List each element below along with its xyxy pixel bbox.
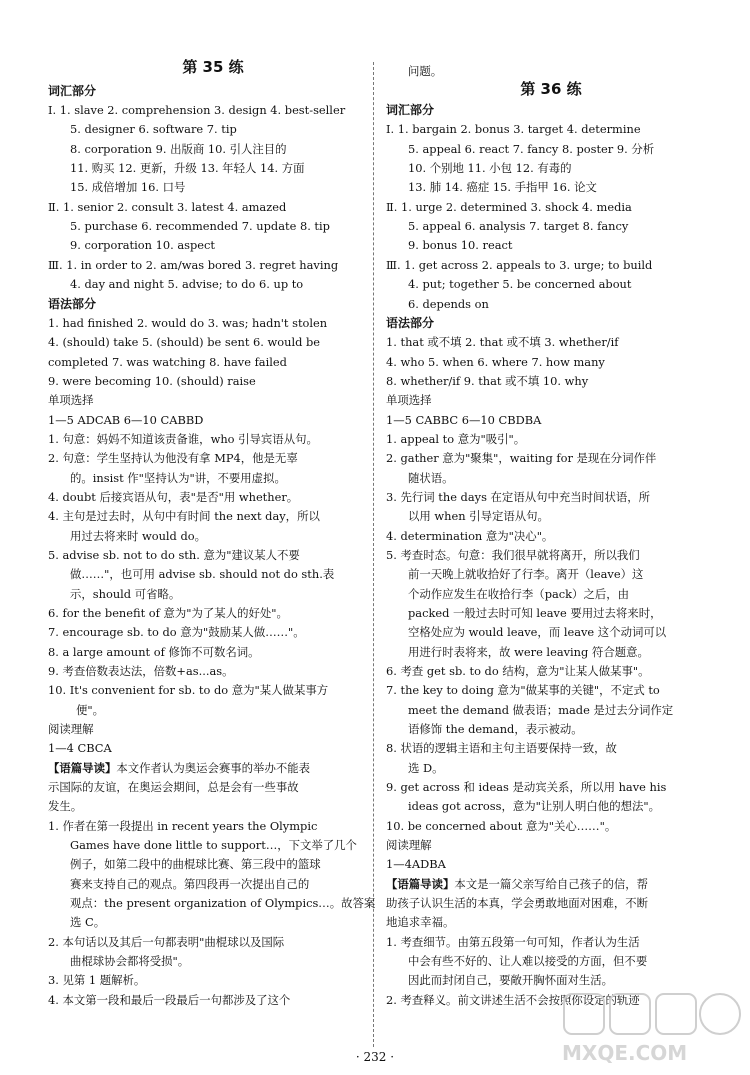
note-line: 语修饰 the demand，表示被动。 xyxy=(408,722,583,736)
single-choice-heading: 单项选择 xyxy=(386,393,432,407)
grammar-line: 4. who 5. when 6. where 7. how many xyxy=(386,355,605,369)
grammar-line: completed 7. was watching 8. have failed xyxy=(48,355,287,369)
note-line: 1. 句意：妈妈不知道该责备谁，who 引导宾语从句。 xyxy=(48,432,318,446)
watermark-text: MXQE.COM xyxy=(562,1041,688,1065)
reading-note-line: 例子，如第二段中的曲棍球比赛、第三段中的篮球 xyxy=(70,857,321,871)
note-line: 4. doubt 后接宾语从句，表"是否"用 whether。 xyxy=(48,490,299,504)
grammar-line: 4. (should) take 5. (should) be sent 6. would be xyxy=(48,335,321,349)
note-line: 前一天晚上就收拾好了行李。离开（leave）这 xyxy=(408,567,644,581)
reading-note-line: Games have done little to support…，下文举了几个 xyxy=(70,838,357,852)
vocab-line: 5. appeal 6. analysis 7. target 8. fancy xyxy=(408,219,629,233)
grammar-line: 8. whether/if 9. that 或不填 10. why xyxy=(386,374,589,388)
note-line: 5. 考查时态。句意：我们很早就将离开，所以我们 xyxy=(386,548,640,562)
reading-note-line: 1. 作者在第一段提出 in recent years the Olympic xyxy=(48,819,318,833)
vocab-line: 5. designer 6. software 7. tip xyxy=(70,122,237,136)
note-line: 随状语。 xyxy=(408,471,454,485)
vocab-line: 9. bonus 10. react xyxy=(408,238,513,252)
note-line: 1. appeal to 意为"吸引"。 xyxy=(386,432,526,446)
reading-note-line: 2. 本句话以及其后一句都表明"曲棍球以及国际 xyxy=(48,935,285,949)
note-line: 4. determination 意为"决心"。 xyxy=(386,529,554,543)
grammar-heading: 语法部分 xyxy=(386,316,435,330)
vocab-line: 5. purchase 6. recommended 7. update 8. tip xyxy=(70,219,330,233)
reading-heading: 阅读理解 xyxy=(48,722,94,736)
vocab-line: 9. corporation 10. aspect xyxy=(70,238,215,252)
note-line: 9. get across 和 ideas 是动宾关系，所以用 have his xyxy=(386,780,667,794)
continuation-text: 问题。 xyxy=(408,64,443,78)
note-line: 用进行时表将来，故 were leaving 符合题意。 xyxy=(408,645,649,659)
note-line: 便"。 xyxy=(76,703,105,717)
note-line: 用过去将来时 would do。 xyxy=(70,529,207,543)
note-line: ideas got across，意为"让别人明白他的想法"。 xyxy=(408,799,661,813)
passage-guide xyxy=(48,759,310,778)
note-line: 示，should 可省略。 xyxy=(70,587,181,601)
note-line: 7. encourage sb. to do 意为"鼓励某人做……"。 xyxy=(48,625,305,639)
guide-text: 本文是一篇父亲写给自己孩子的信，帮 xyxy=(454,877,649,891)
reading-note-line: 观点：the present organization of Olympics…。故答案 xyxy=(70,896,376,910)
reading-note-line: 1. 考查细节。由第五段第一句可知，作者认为生活 xyxy=(386,935,640,949)
guide-text: 助孩子认识生活的本真，学会勇敢地面对困难，不断 xyxy=(386,896,648,910)
single-choice-answers: 1—5 ADCAB 6—10 CABBD xyxy=(48,413,204,427)
note-line: 4. 主句是过去时，从句中有时间 the next day，所以 xyxy=(48,509,320,523)
section-title-35: 第 35 练 xyxy=(182,58,244,76)
vocab-line: 4. day and night 5. advise; to do 6. up to xyxy=(70,277,304,291)
vocab-line: Ⅰ. 1. slave 2. comprehension 3. design 4. best-seller xyxy=(48,103,346,117)
guide-text: 本文作者认为奥运会赛事的举办不能表 xyxy=(116,761,311,775)
vocab-line: 13. 肺 14. 癌症 15. 手指甲 16. 论文 xyxy=(408,180,597,194)
section-title-36: 第 36 练 xyxy=(520,80,582,98)
guide-text: 地追求幸福。 xyxy=(386,915,455,929)
reading-answers: 1—4ADBA xyxy=(386,857,446,871)
note-line: 个动作应发生在收拾行李（pack）之后，由 xyxy=(408,587,630,601)
vocab-line: Ⅲ. 1. in order to 2. am/was bored 3. regret having xyxy=(48,258,339,272)
note-line: 选 D。 xyxy=(408,761,444,775)
reading-note-line: 曲棍球协会都将受损"。 xyxy=(70,954,190,968)
reading-note-line: 因此而封闭自己，要敞开胸怀面对生活。 xyxy=(408,973,614,987)
passage-guide xyxy=(386,875,648,894)
vocab-line: 10. 个别地 11. 小包 12. 有毒的 xyxy=(408,161,572,175)
guide-text: 发生。 xyxy=(48,799,83,813)
vocab-line: Ⅱ. 1. urge 2. determined 3. shock 4. media xyxy=(386,200,632,214)
grammar-line: 9. were becoming 10. (should) raise xyxy=(48,374,256,388)
reading-heading: 阅读理解 xyxy=(386,838,432,852)
reading-note-line: 4. 本文第一段和最后一段最后一句都涉及了这个 xyxy=(48,993,291,1007)
note-line: 空格处应为 would leave，而 leave 这个动词可以 xyxy=(408,625,667,639)
note-line: 9. 考查倍数表达法，倍数+as...as。 xyxy=(48,664,234,678)
single-choice-answers: 1—5 CABBC 6—10 CBDBA xyxy=(386,413,542,427)
note-line: 以用 when 引导定语从句。 xyxy=(408,509,549,523)
note-line: 6. for the benefit of 意为"为了某人的好处"。 xyxy=(48,606,288,620)
guide-label: 【语篇导读】 xyxy=(48,761,117,775)
vocab-line: 15. 成倍增加 16. 口号 xyxy=(70,180,186,194)
vocab-line: 5. appeal 6. react 7. fancy 8. poster 9. 分析 xyxy=(408,142,655,156)
guide-label: 【语篇导读】 xyxy=(386,877,455,891)
note-line: 10. It's convenient for sb. to do 意为"某人做某事方 xyxy=(48,683,329,697)
note-line: 3. 先行词 the days 在定语从句中充当时间状语，所 xyxy=(386,490,651,504)
note-line: 2. gather 意为"聚集"，waiting for 是现在分词作伴 xyxy=(386,451,657,465)
grammar-line: 1. that 或不填 2. that 或不填 3. whether/if xyxy=(386,335,619,349)
vocab-heading: 词汇部分 xyxy=(48,84,97,98)
vocab-line: 8. corporation 9. 出版商 10. 引人注目的 xyxy=(70,142,287,156)
note-line: 10. be concerned about 意为"关心……"。 xyxy=(386,819,617,833)
reading-note-line: 3. 见第 1 题解析。 xyxy=(48,973,146,987)
note-line: 8. a large amount of 修饰不可数名词。 xyxy=(48,645,260,659)
guide-text: 示国际的友谊，在奥运会期间，总是会有一些事故 xyxy=(48,780,299,794)
watermark-logo xyxy=(560,990,745,1070)
vocab-line: 11. 购买 12. 更新，升级 13. 年轻人 14. 方面 xyxy=(70,161,305,175)
vocab-line: Ⅲ. 1. get across 2. appeals to 3. urge; to build xyxy=(386,258,653,272)
note-line: meet the demand 做表语；made 是过去分词作定 xyxy=(408,703,674,717)
note-line: 做……"，也可用 advise sb. should not do sth.表 xyxy=(70,567,335,581)
note-line: 2. 句意：学生坚持认为他没有拿 MP4，他是无辜 xyxy=(48,451,298,465)
vocab-line: 6. depends on xyxy=(408,297,489,311)
reading-note-line: 2. 考查释义。前文讲述生活不会按照你设定的轨迹 xyxy=(386,993,640,1007)
note-line: 的。insist 作"坚持认为"讲，不要用虚拟。 xyxy=(70,471,286,485)
note-line: 7. the key to doing 意为"做某事的关键"，不定式 to xyxy=(386,683,660,697)
page-number: · 232 · xyxy=(355,1050,395,1064)
vocab-line: Ⅱ. 1. senior 2. consult 3. latest 4. amazed xyxy=(48,200,287,214)
note-line: packed 一般过去时可知 leave 要用过去将来时， xyxy=(408,606,662,620)
reading-note-line: 选 C。 xyxy=(70,915,106,929)
grammar-heading: 语法部分 xyxy=(48,297,97,311)
note-line: 6. 考查 get sb. to do 结构，意为"让某人做某事"。 xyxy=(386,664,650,678)
vocab-heading: 词汇部分 xyxy=(386,103,435,117)
note-line: 8. 状语的逻辑主语和主句主语要保持一致，故 xyxy=(386,741,617,755)
note-line: 5. advise sb. not to do sth. 意为"建议某人不要 xyxy=(48,548,300,562)
single-choice-heading: 单项选择 xyxy=(48,393,94,407)
grammar-line: 1. had finished 2. would do 3. was; hadn't stolen xyxy=(48,316,328,330)
vocab-line: Ⅰ. 1. bargain 2. bonus 3. target 4. determine xyxy=(386,122,641,136)
reading-note-line: 中会有些不好的、让人难以接受的方面，但不要 xyxy=(408,954,648,968)
reading-answers: 1—4 CBCA xyxy=(48,741,112,755)
reading-note-line: 赛来支持自己的观点。第四段再一次提出自己的 xyxy=(70,877,310,891)
vocab-line: 4. put; together 5. be concerned about xyxy=(408,277,632,291)
